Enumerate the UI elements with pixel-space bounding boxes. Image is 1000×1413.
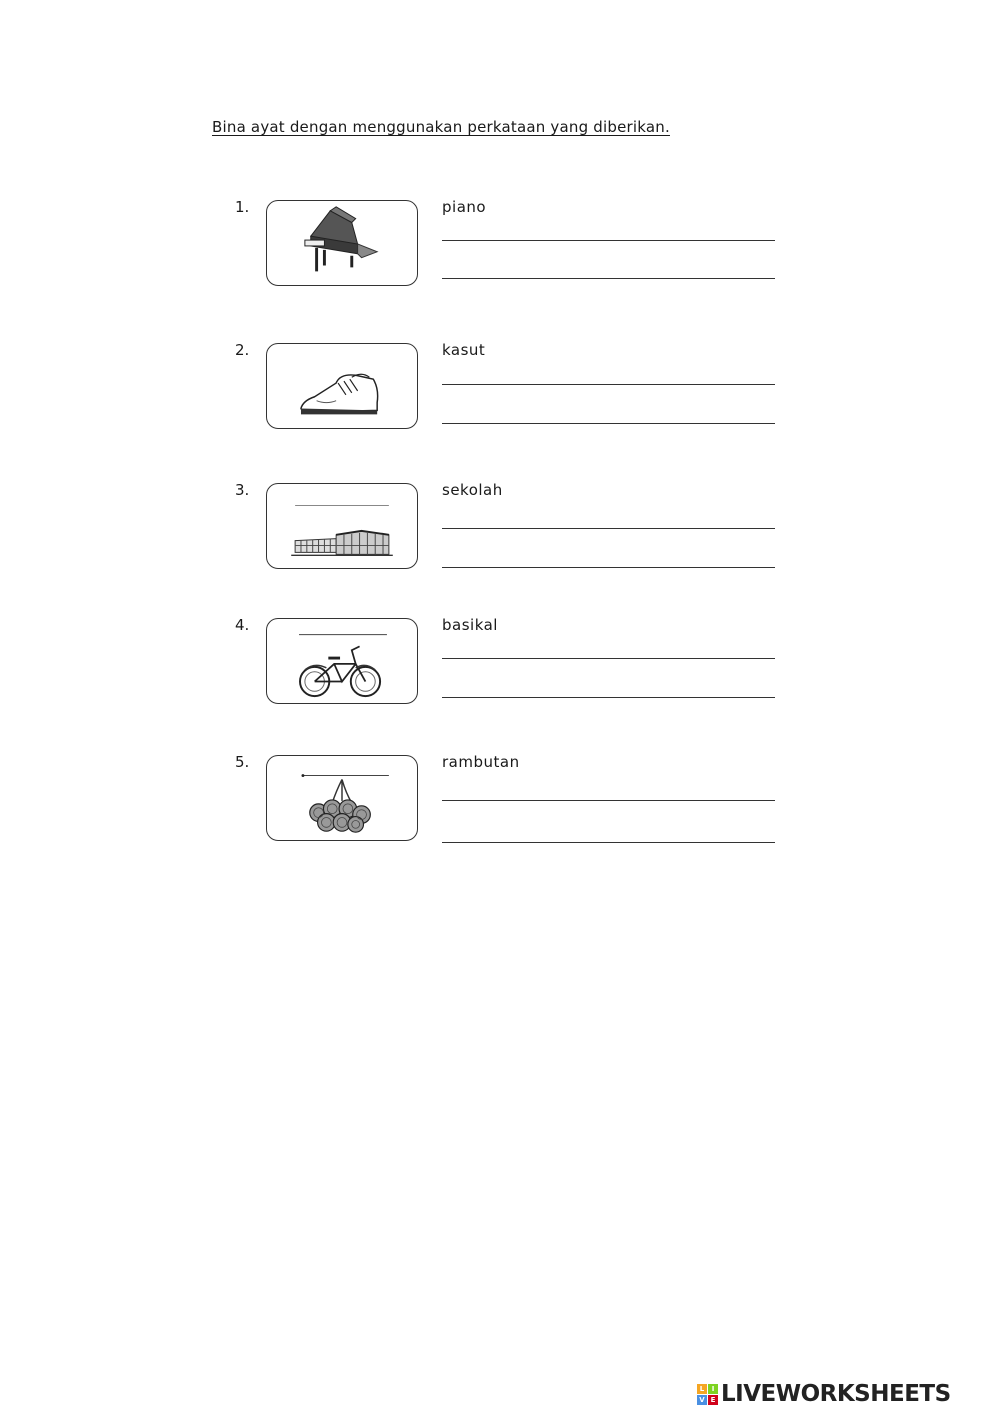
- question-number: 3.: [235, 481, 250, 499]
- given-word: piano: [442, 198, 487, 216]
- answer-line[interactable]: [442, 658, 775, 659]
- logo-letter: I: [708, 1384, 718, 1394]
- question-item: [0, 483, 1000, 583]
- picture-frame: [266, 200, 418, 286]
- school-building-picture: [267, 484, 417, 568]
- liveworksheets-logo: [697, 1381, 951, 1407]
- logo-letter: L: [697, 1384, 707, 1394]
- answer-line[interactable]: [442, 842, 775, 843]
- question-item: [0, 618, 1000, 718]
- answer-line[interactable]: [442, 278, 775, 279]
- given-word: basikal: [442, 616, 498, 634]
- rambutan-fruit-picture: [267, 756, 417, 840]
- question-number: 5.: [235, 753, 250, 771]
- picture-frame: [266, 755, 418, 841]
- question-number: 1.: [235, 198, 250, 216]
- answer-line[interactable]: [442, 423, 775, 424]
- logo-letter: E: [708, 1395, 718, 1405]
- logo-letter: V: [697, 1395, 707, 1405]
- given-word: sekolah: [442, 481, 503, 499]
- answer-line[interactable]: [442, 567, 775, 568]
- picture-frame: [266, 618, 418, 704]
- shoe-picture: [267, 344, 417, 428]
- answer-line[interactable]: [442, 240, 775, 241]
- question-number: 2.: [235, 341, 250, 359]
- grand-piano-picture: [267, 201, 417, 285]
- given-word: rambutan: [442, 753, 520, 771]
- logo-mark-icon: [697, 1384, 718, 1405]
- question-item: [0, 755, 1000, 855]
- question-item: [0, 343, 1000, 443]
- question-number: 4.: [235, 616, 250, 634]
- worksheet-instruction: Bina ayat dengan menggunakan perkataan yang diberikan.: [212, 118, 670, 136]
- given-word: kasut: [442, 341, 486, 359]
- picture-frame: [266, 343, 418, 429]
- answer-line[interactable]: [442, 800, 775, 801]
- answer-line[interactable]: [442, 528, 775, 529]
- logo-text: LIVEWORKSHEETS: [721, 1381, 951, 1407]
- answer-line[interactable]: [442, 697, 775, 698]
- picture-frame: [266, 483, 418, 569]
- question-item: [0, 200, 1000, 300]
- answer-line[interactable]: [442, 384, 775, 385]
- bicycle-picture: [267, 619, 417, 703]
